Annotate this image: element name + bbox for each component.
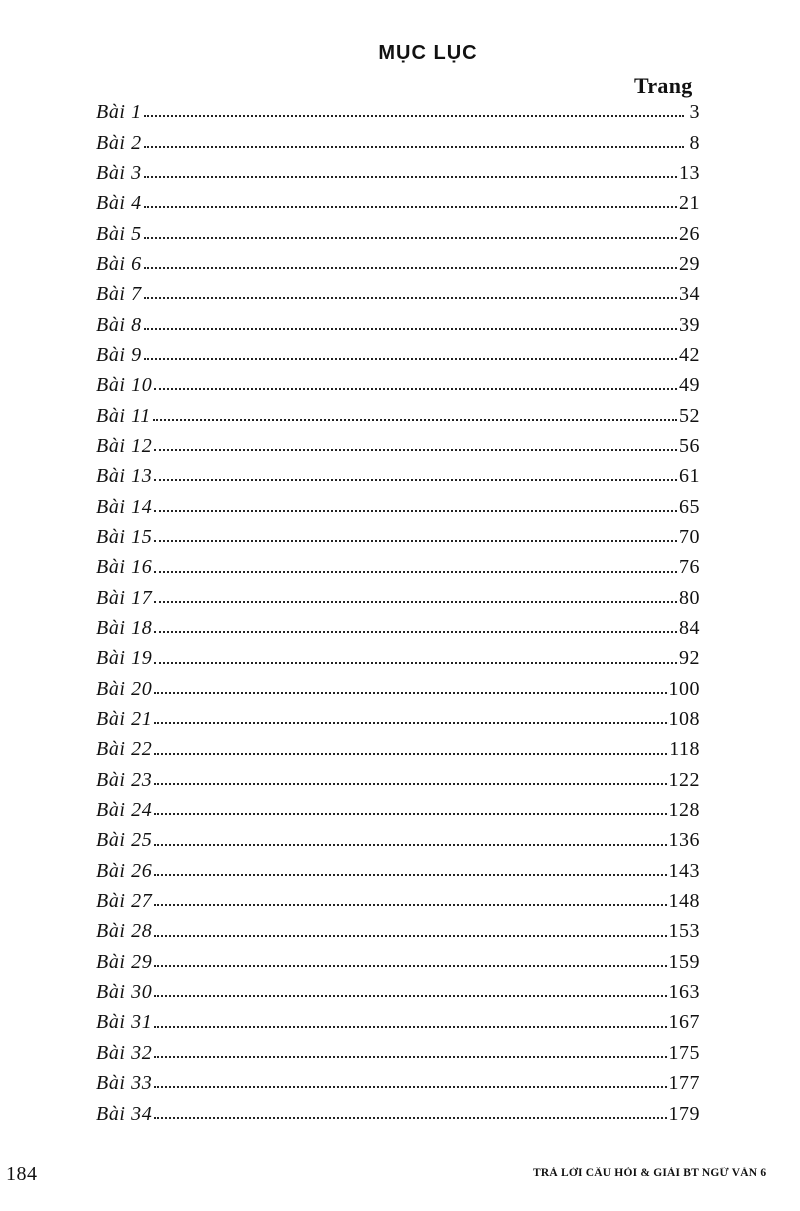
- toc-entry-page: 61: [679, 465, 700, 488]
- dot-leader: [154, 874, 666, 876]
- toc-entry-page: 76: [679, 556, 700, 579]
- toc-entry-label: Bài 15: [96, 525, 153, 548]
- toc-entry[interactable]: [96, 886, 700, 916]
- toc-entry-page: 8: [689, 131, 700, 154]
- toc-entry-label: Bài 7: [96, 283, 142, 306]
- toc-entry-label: Bài 2: [96, 131, 142, 154]
- toc-entry-label: Bài 33: [96, 1072, 153, 1095]
- toc-entry[interactable]: [96, 97, 700, 127]
- toc-entry-page: 49: [679, 374, 700, 397]
- toc-entry-page: 163: [668, 981, 700, 1004]
- toc-entry-label: Bài 12: [96, 434, 153, 457]
- toc-entry-page: 65: [679, 495, 700, 518]
- toc-entry[interactable]: [96, 158, 700, 188]
- toc-entry[interactable]: [96, 309, 700, 339]
- toc-entry[interactable]: [96, 400, 700, 430]
- dot-leader: [154, 1086, 666, 1088]
- toc-entry[interactable]: [96, 613, 700, 643]
- toc-entry-page: 42: [679, 343, 700, 366]
- dot-leader: [144, 176, 677, 178]
- toc-entry-page: 13: [679, 161, 700, 184]
- toc-entry[interactable]: [96, 370, 700, 400]
- toc-entry-page: 84: [679, 617, 700, 640]
- toc-entry[interactable]: [96, 1098, 700, 1128]
- dot-leader: [144, 267, 677, 269]
- dot-leader: [154, 753, 667, 755]
- toc-entry-label: Bài 10: [96, 374, 153, 397]
- toc-entry-label: Bài 17: [96, 586, 153, 609]
- dot-leader: [154, 1117, 666, 1119]
- toc-entry-page: 179: [668, 1102, 700, 1125]
- toc-entry[interactable]: [96, 461, 700, 491]
- dot-leader: [154, 904, 666, 906]
- toc-entry-label: Bài 4: [96, 192, 142, 215]
- toc-entry[interactable]: [96, 491, 700, 521]
- toc-entry-label: Bài 31: [96, 1011, 153, 1034]
- toc-entry[interactable]: [96, 552, 700, 582]
- toc-entry-label: Bài 14: [96, 495, 153, 518]
- dot-leader: [154, 388, 677, 390]
- dot-leader: [154, 479, 677, 481]
- toc-entry[interactable]: [96, 583, 700, 613]
- toc-entry-label: Bài 32: [96, 1041, 153, 1064]
- dot-leader: [154, 1026, 666, 1028]
- toc-entry-label: Bài 26: [96, 859, 153, 882]
- dot-leader: [154, 449, 677, 451]
- toc-entry-label: Bài 13: [96, 465, 153, 488]
- toc-entry[interactable]: [96, 704, 700, 734]
- toc-entry[interactable]: [96, 795, 700, 825]
- dot-leader: [154, 662, 677, 664]
- dot-leader: [144, 206, 677, 208]
- dot-leader: [154, 935, 666, 937]
- toc-entry-page: 108: [668, 708, 700, 731]
- toc-entry-page: 177: [668, 1072, 700, 1095]
- toc-entry-page: 148: [668, 890, 700, 913]
- toc-entry-page: 175: [668, 1041, 700, 1064]
- toc-entry[interactable]: [96, 765, 700, 795]
- dot-leader: [144, 297, 677, 299]
- dot-leader: [154, 844, 666, 846]
- toc-entry-label: Bài 20: [96, 677, 153, 700]
- toc-entry-label: Bài 27: [96, 890, 153, 913]
- dot-leader: [154, 965, 666, 967]
- toc-entry[interactable]: [96, 856, 700, 886]
- toc-entry[interactable]: [96, 643, 700, 673]
- toc-entry[interactable]: [96, 734, 700, 764]
- toc-entry-page: 52: [679, 404, 700, 427]
- toc-entry-label: Bài 9: [96, 343, 142, 366]
- toc-entry-label: Bài 11: [96, 404, 151, 427]
- dot-leader: [154, 692, 666, 694]
- toc-entry-page: 3: [689, 101, 700, 124]
- toc-entry[interactable]: [96, 825, 700, 855]
- dot-leader: [154, 1056, 666, 1058]
- dot-leader: [154, 601, 677, 603]
- toc-entry[interactable]: [96, 674, 700, 704]
- toc-entry-page: 118: [669, 738, 700, 761]
- dot-leader: [144, 115, 684, 117]
- toc-entry[interactable]: [96, 127, 700, 157]
- toc-entry-label: Bài 19: [96, 647, 153, 670]
- dot-leader: [154, 510, 677, 512]
- toc-entry-label: Bài 18: [96, 617, 153, 640]
- dot-leader: [153, 419, 677, 421]
- dot-leader: [144, 146, 684, 148]
- toc-entry-page: 29: [679, 252, 700, 275]
- toc-entry-page: 21: [679, 192, 700, 215]
- toc-entry-page: 56: [679, 434, 700, 457]
- toc-entry-page: 39: [679, 313, 700, 336]
- toc-entry-page: 26: [679, 222, 700, 245]
- dot-leader: [144, 237, 677, 239]
- toc-entry[interactable]: [96, 188, 700, 218]
- toc-entry[interactable]: [96, 1007, 700, 1037]
- toc-entry[interactable]: [96, 249, 700, 279]
- toc-entry-page: 80: [679, 586, 700, 609]
- toc-entry-page: 100: [668, 677, 700, 700]
- toc-entry-label: Bài 29: [96, 950, 153, 973]
- toc-entry-label: Bài 23: [96, 768, 153, 791]
- toc-entry-page: 167: [668, 1011, 700, 1034]
- toc-entry-page: 122: [668, 768, 700, 791]
- toc-entry-label: Bài 24: [96, 799, 153, 822]
- dot-leader: [154, 995, 666, 997]
- dot-leader: [154, 813, 666, 815]
- toc-entry[interactable]: [96, 1038, 700, 1068]
- toc-entry[interactable]: [96, 977, 700, 1007]
- page-number: 184: [6, 1163, 38, 1185]
- toc-entry[interactable]: [96, 522, 700, 552]
- toc-entry-label: Bài 22: [96, 738, 153, 761]
- toc-entry-page: 92: [679, 647, 700, 670]
- toc-title: MỤC LỤC: [378, 42, 478, 64]
- dot-leader: [144, 328, 677, 330]
- toc-entry-label: Bài 1: [96, 101, 142, 124]
- toc-entry-label: Bài 30: [96, 981, 153, 1004]
- toc-entry[interactable]: [96, 1068, 700, 1098]
- page-column-header: Trang: [634, 73, 693, 98]
- toc-entry-label: Bài 8: [96, 313, 142, 336]
- dot-leader: [154, 722, 666, 724]
- toc-entry[interactable]: [96, 279, 700, 309]
- dot-leader: [154, 783, 666, 785]
- toc-entry-page: 128: [668, 799, 700, 822]
- toc-entry-label: Bài 28: [96, 920, 153, 943]
- running-footer: TRẢ LỜI CÂU HỎI & GIẢI BT NGỮ VĂN 6: [533, 1167, 767, 1179]
- toc-entry-page: 159: [668, 950, 700, 973]
- toc-entry-label: Bài 5: [96, 222, 142, 245]
- toc-entry-page: 34: [679, 283, 700, 306]
- toc-entry-page: 136: [668, 829, 700, 852]
- dot-leader: [154, 540, 677, 542]
- toc-entry-page: 153: [668, 920, 700, 943]
- toc-entry-label: Bài 21: [96, 708, 153, 731]
- toc-entry[interactable]: [96, 916, 700, 946]
- toc-entry[interactable]: [96, 947, 700, 977]
- dot-leader: [154, 571, 677, 573]
- toc-entry-page: 143: [668, 859, 700, 882]
- toc-entry-page: 70: [679, 525, 700, 548]
- dot-leader: [144, 358, 677, 360]
- toc-entry-label: Bài 34: [96, 1102, 153, 1125]
- toc-entry[interactable]: [96, 340, 700, 370]
- toc-entry[interactable]: [96, 431, 700, 461]
- toc-entry-label: Bài 3: [96, 161, 142, 184]
- dot-leader: [154, 631, 677, 633]
- toc-entry[interactable]: [96, 218, 700, 248]
- table-of-contents: [96, 97, 700, 1129]
- toc-entry-label: Bài 6: [96, 252, 142, 275]
- toc-entry-label: Bài 25: [96, 829, 153, 852]
- toc-entry-label: Bài 16: [96, 556, 153, 579]
